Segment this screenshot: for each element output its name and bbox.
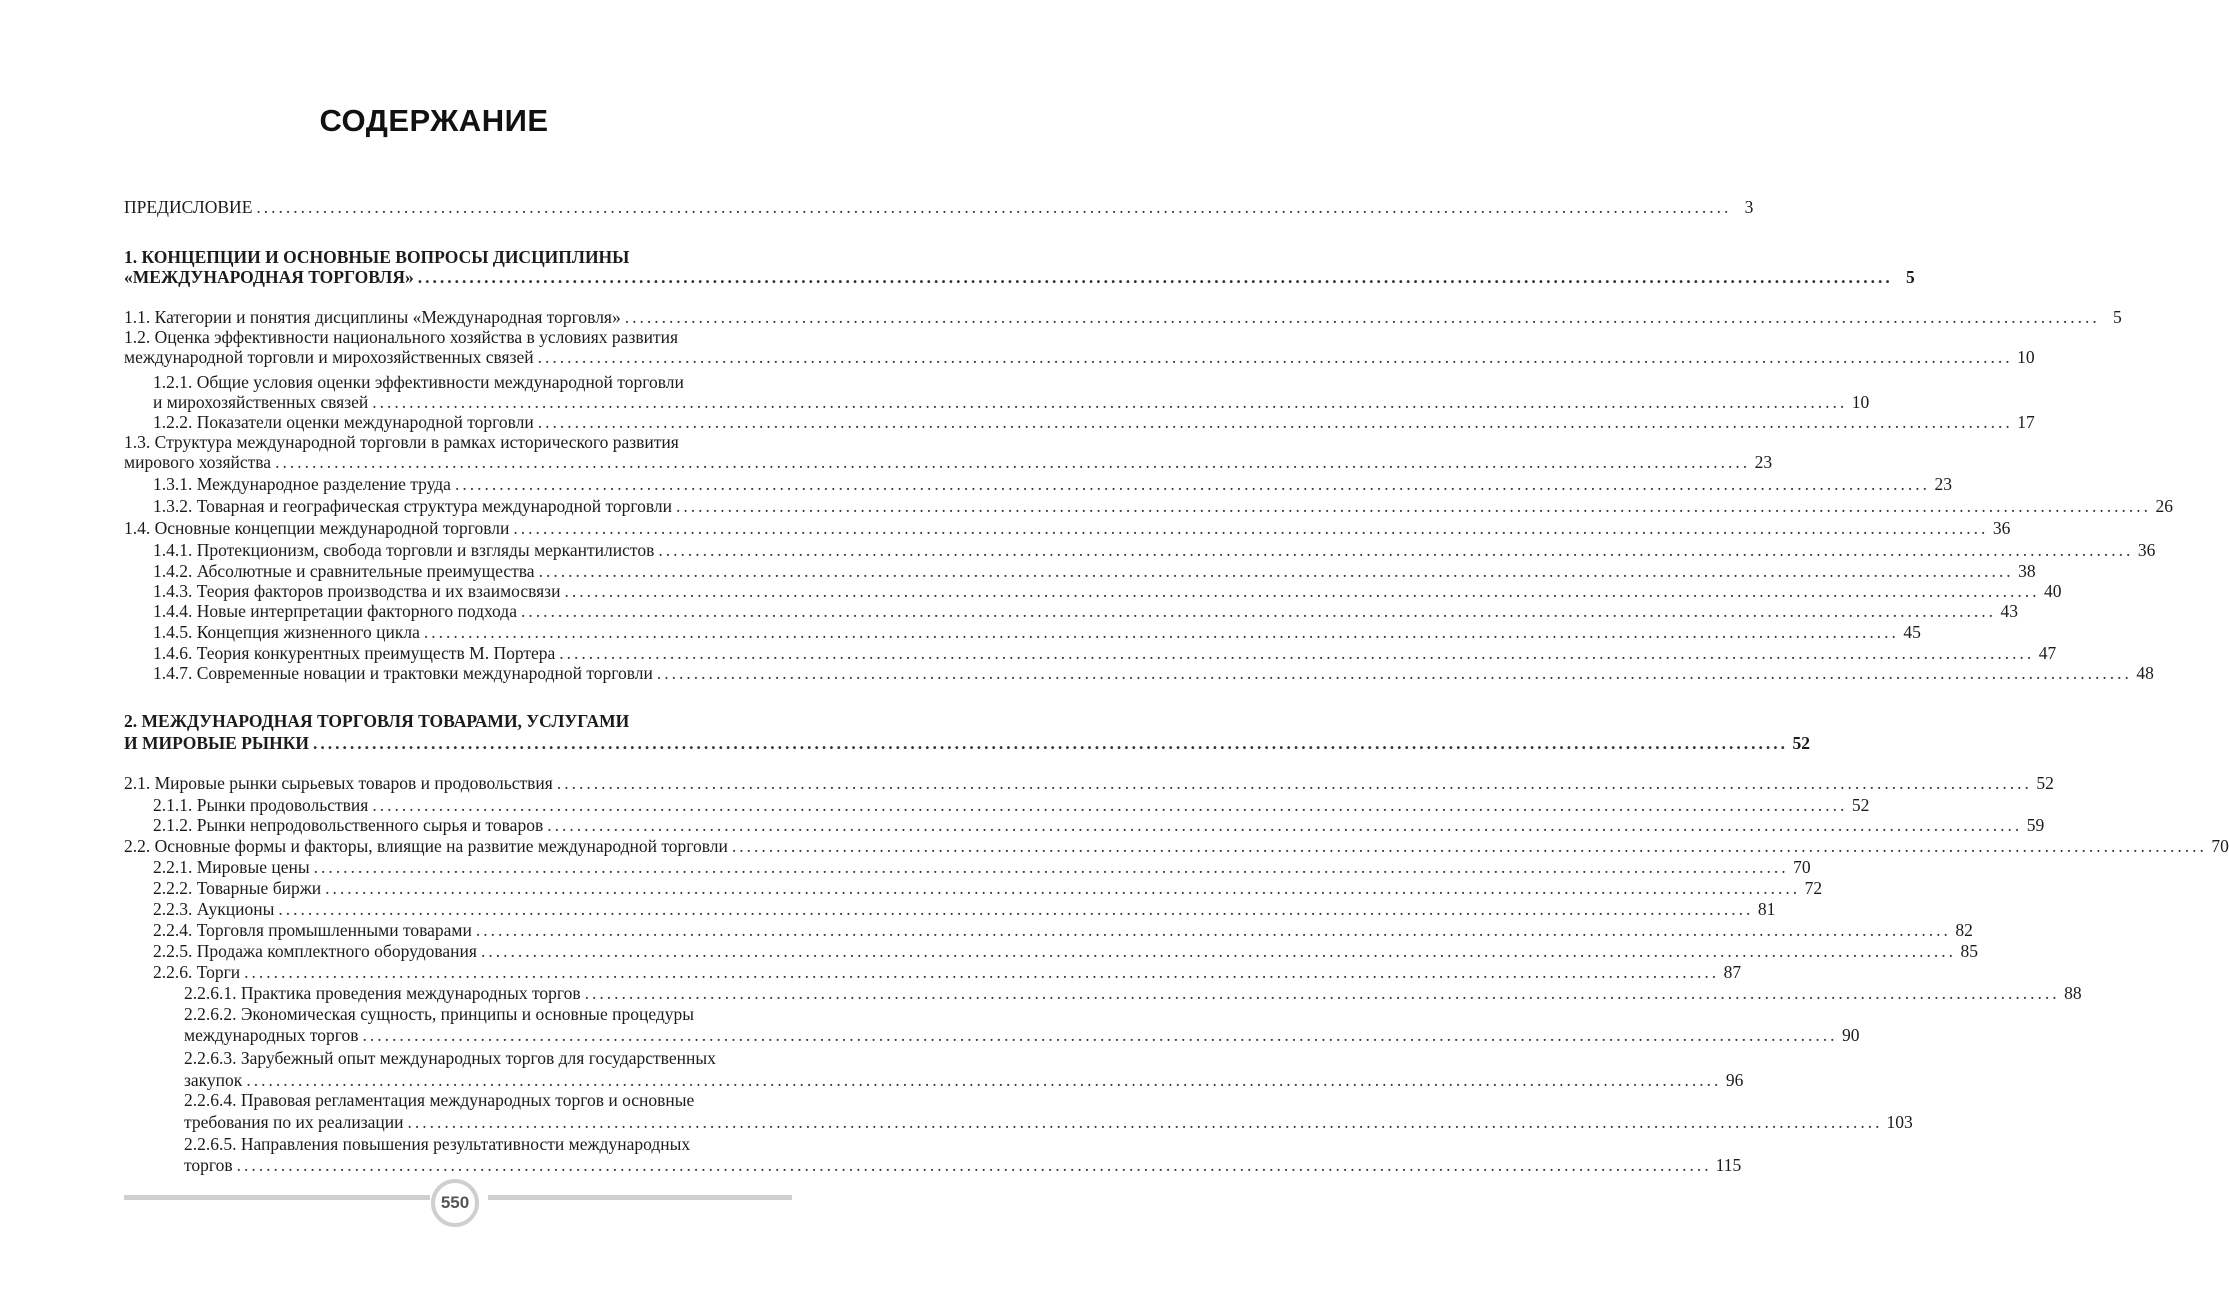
toc-entry-page: 52 (1851, 795, 1870, 815)
toc-entry-page: 59 (2026, 815, 2045, 835)
dot-leader: ........................................................................................................................................................................................................ (564, 581, 2040, 601)
dot-leader: ........................................................................................................................................................................................................ (556, 773, 2032, 793)
toc-entry (0, 601, 2018, 621)
toc-entry-title: 1.4.5. Концепция жизненного цикла (153, 622, 420, 642)
toc-entry-page: 45 (1903, 622, 1921, 642)
toc-entry (0, 1070, 1744, 1090)
toc-entry-title: 1.1. Категории и понятия дисциплины «Международная торговля» (124, 307, 621, 327)
toc-entry-title: торгов (184, 1155, 233, 1175)
toc-row (153, 581, 2062, 601)
toc-entry-page: 96 (1725, 1070, 1744, 1090)
toc-entry-title: 2.1.2. Рынки непродовольственного сырья и товаров (153, 815, 544, 835)
toc-entry (0, 899, 1776, 919)
toc-entry (0, 1134, 868, 1154)
toc-entry (0, 941, 1978, 961)
toc-entry-page: 70 (1793, 857, 1811, 877)
toc-entry (0, 643, 2057, 663)
toc-row (153, 643, 2057, 663)
toc-row (153, 601, 2018, 621)
dot-leader: ........................................................................................................................................................................................................ (624, 307, 2100, 327)
toc-entry (0, 307, 2122, 327)
toc-entry (0, 1090, 868, 1110)
toc-entry (0, 412, 2035, 432)
dot-leader: ........................................................................................................................................................................................................ (407, 1112, 1883, 1132)
dot-leader: ........................................................................................................................................................................................................ (244, 962, 1720, 982)
toc-entry-title: 2.2.1. Мировые цены (153, 857, 310, 877)
toc-row (153, 561, 2036, 581)
toc-entry (0, 540, 2156, 560)
toc-entry-title: 1.4.3. Теория факторов производства и их взаимосвязи (153, 581, 561, 601)
toc-entry (0, 1025, 1860, 1045)
toc-entry (0, 836, 2229, 856)
toc-row (184, 1155, 1742, 1175)
toc-row (153, 622, 1921, 642)
toc-row (153, 920, 1973, 940)
toc-entry-title: и мирохозяйственных связей (153, 392, 369, 412)
toc-entry-page: 36 (1992, 518, 2011, 538)
toc-entry-title: «МЕЖДУНАРОДНАЯ ТОРГОВЛЯ» (124, 267, 414, 287)
toc-entry (0, 347, 2035, 367)
toc-row (153, 815, 2045, 835)
toc-entry-page: 115 (1715, 1155, 1742, 1175)
toc-entry-page: 17 (2017, 412, 2035, 432)
dot-leader: ........................................................................................................................................................................................................ (423, 622, 1899, 642)
toc-row (153, 899, 1776, 919)
toc-entry-page: 5 (1905, 267, 1915, 287)
toc-row (124, 197, 1754, 217)
toc-entry-page: 47 (2038, 643, 2057, 663)
dot-leader: ........................................................................................................................................................................................................ (325, 878, 1801, 898)
toc-entry (0, 452, 1773, 472)
toc-entry-title: 2.2.6.3. Зарубежный опыт международных торгов для государственных (184, 1048, 716, 1068)
toc-entry (0, 474, 1952, 494)
toc-entry-title: И МИРОВЫЕ РЫНКИ (124, 733, 310, 753)
dot-leader: ........................................................................................................................................................................................................ (417, 267, 1893, 287)
toc-entry-title: 1.4.1. Протекционизм, свобода торговли и взгляды меркантилистов (153, 540, 655, 560)
toc-entry (0, 518, 2011, 538)
dot-leader: ........................................................................................................................................................................................................ (236, 1155, 1712, 1175)
toc-entry (0, 267, 1915, 287)
toc-entry (0, 197, 1754, 217)
page-number: 550 (431, 1179, 479, 1227)
toc-row (124, 836, 2229, 856)
toc-row (124, 307, 2122, 327)
toc-row (124, 773, 2054, 793)
dot-leader: ........................................................................................................................................................................................................ (275, 452, 1751, 472)
toc-entry-page: 36 (2137, 540, 2156, 560)
toc-entry (0, 733, 1811, 753)
toc-entry-page: 40 (2043, 581, 2062, 601)
toc-row (153, 540, 2156, 560)
toc-entry-page: 52 (1792, 733, 1811, 753)
dot-leader: ........................................................................................................................................................................................................ (480, 941, 1956, 961)
toc-entry-title: 2.2.2. Товарные биржи (153, 878, 322, 898)
toc-row (153, 663, 2154, 683)
dot-leader: ........................................................................................................................................................................................................ (372, 392, 1848, 412)
toc-entry-page: 23 (1934, 474, 1952, 494)
toc-row (153, 941, 1978, 961)
toc-entry-title: 1.2.2. Показатели оценки международной торговли (153, 412, 534, 432)
dot-leader: ........................................................................................................................................................................................................ (538, 561, 2014, 581)
dot-leader: ........................................................................................................................................................................................................ (584, 983, 2060, 1003)
toc-entry (0, 962, 1742, 982)
toc-entry-page: 23 (1754, 452, 1773, 472)
toc-row (184, 983, 2082, 1003)
toc-entry (0, 622, 1921, 642)
toc-entry-page: 103 (1886, 1112, 1913, 1132)
toc-entry-title: 1.4.4. Новые интерпретации факторного подхода (153, 601, 517, 621)
toc-row (124, 733, 1811, 753)
toc-entry (0, 1155, 1742, 1175)
dot-leader: ........................................................................................................................................................................................................ (362, 1025, 1838, 1045)
toc-entry (0, 815, 2045, 835)
toc-entry-page: 82 (1955, 920, 1973, 940)
toc-row (184, 1070, 1744, 1090)
dot-leader: ........................................................................................................................................................................................................ (656, 663, 2132, 683)
toc-entry-title: закупок (184, 1070, 243, 1090)
toc-row (124, 347, 2035, 367)
toc-entry (0, 247, 868, 267)
toc-entry (0, 773, 2054, 793)
toc-entry-page: 52 (2036, 773, 2054, 793)
toc-entry-title: 2.2.6.4. Правовая регламентация международных торгов и основные (184, 1090, 695, 1110)
toc-row (153, 412, 2035, 432)
dot-leader: ........................................................................................................................................................................................................ (537, 347, 2013, 367)
toc-entry-page: 43 (2000, 601, 2018, 621)
toc-entry-title: международной торговли и мирохозяйственных связей (124, 347, 534, 367)
toc-entry (0, 581, 2062, 601)
toc-entry (0, 711, 868, 731)
toc-entry-title: 1. КОНЦЕПЦИИ И ОСНОВНЫЕ ВОПРОСЫ ДИСЦИПЛИНЫ (124, 247, 630, 267)
toc-entry-title: 1.4. Основные концепции международной торговли (124, 518, 510, 538)
toc-entry-page: 5 (2112, 307, 2122, 327)
toc-entry (0, 392, 1870, 412)
dot-leader: ........................................................................................................................................................................................................ (559, 643, 2035, 663)
toc-row (153, 392, 1870, 412)
toc-row (153, 962, 1742, 982)
toc-entry-title: 1.3. Структура международной торговли в рамках исторического развития (124, 432, 679, 452)
toc-entry-page: 87 (1723, 962, 1742, 982)
toc-row (124, 518, 2011, 538)
toc-entry-page: 26 (2155, 496, 2174, 516)
toc-entry-page: 10 (1851, 392, 1870, 412)
toc-entry-title: международных торгов (184, 1025, 359, 1045)
toc-entry (0, 983, 2082, 1003)
toc-entry (0, 496, 2174, 516)
toc-entry-title: 2.2.6.5. Направления повышения результативности международных (184, 1134, 691, 1154)
toc-entry (0, 1048, 868, 1068)
toc-row (124, 267, 1915, 287)
toc-entry (0, 920, 1973, 940)
toc-entry-title: 2.2.4. Торговля промышленными товарами (153, 920, 472, 940)
dot-leader: ........................................................................................................................................................................................................ (313, 857, 1789, 877)
dot-leader: ........................................................................................................................................................................................................ (246, 1070, 1722, 1090)
toc-entry-title: 1.3.2. Товарная и географическая структура международной торговли (153, 496, 673, 516)
toc-entry-title: 2.2.6.1. Практика проведения международных торгов (184, 983, 581, 1003)
toc-row (153, 496, 2174, 516)
toc-entry-page: 70 (2211, 836, 2229, 856)
dot-leader: ........................................................................................................................................................................................................ (520, 601, 1996, 621)
toc-entry (0, 795, 1870, 815)
toc-entry-page: 90 (1842, 1025, 1860, 1045)
toc-entry-page: 38 (2018, 561, 2036, 581)
toc-entry-title: мирового хозяйства (124, 452, 272, 472)
toc-entry (0, 663, 2154, 683)
footer-rule-left (124, 1195, 430, 1200)
toc-entry-title: 2.1. Мировые рынки сырьевых товаров и продовольствия (124, 773, 553, 793)
toc-entry-title: 1.4.7. Современные новации и трактовки международной торговли (153, 663, 653, 683)
toc-row (184, 1025, 1860, 1045)
toc-entry-page: 3 (1744, 197, 1754, 217)
toc-entry (0, 857, 1811, 877)
toc-entry (0, 878, 1823, 898)
toc-entry (0, 1004, 868, 1024)
toc-entry-title: 2.2. Основные формы и факторы, влиящие на развитие международной торговли (124, 836, 728, 856)
toc-row (153, 474, 1952, 494)
toc-entry-page: 81 (1757, 899, 1776, 919)
dot-leader: ........................................................................................................................................................................................................ (658, 540, 2134, 560)
toc-entry-page: 10 (2017, 347, 2035, 367)
toc-entry (0, 432, 868, 452)
toc-entry (0, 1112, 1913, 1132)
dot-leader: ........................................................................................................................................................................................................ (278, 899, 1754, 919)
toc-entry-title: 2. МЕЖДУНАРОДНАЯ ТОРГОВЛЯ ТОВАРАМИ, УСЛУГАМИ (124, 711, 630, 731)
toc-row (153, 857, 1811, 877)
toc-entry-page: 48 (2136, 663, 2154, 683)
dot-leader: ........................................................................................................................................................................................................ (475, 920, 1951, 940)
toc-row (153, 795, 1870, 815)
toc-entry-title: 2.2.6.2. Экономическая сущность, принципы и основные процедуры (184, 1004, 695, 1024)
toc-entry-title: 2.2.6. Торги (153, 962, 241, 982)
toc-entry-title: требования по их реализации (184, 1112, 404, 1132)
toc-entry-title: 2.1.1. Рынки продовольствия (153, 795, 369, 815)
toc-row (124, 452, 1773, 472)
dot-leader: ........................................................................................................................................................................................................ (513, 518, 1989, 538)
dot-leader: ........................................................................................................................................................................................................ (547, 815, 2023, 835)
dot-leader: ........................................................................................................................................................................................................ (537, 412, 2013, 432)
toc-entry-title: 1.4.2. Абсолютные и сравнительные преимущества (153, 561, 535, 581)
toc-entry-title: 1.4.6. Теория конкурентных преимуществ М. Портера (153, 643, 556, 663)
dot-leader: ........................................................................................................................................................................................................ (676, 496, 2152, 516)
toc-entry-page: 85 (1960, 941, 1978, 961)
toc-entry-title: 2.2.5. Продажа комплектного оборудования (153, 941, 477, 961)
toc-entry-title: 1.2.1. Общие условия оценки эффективности международной торговли (153, 372, 684, 392)
toc-entry (0, 327, 868, 347)
dot-leader: ........................................................................................................................................................................................................ (313, 733, 1789, 753)
toc-row (153, 878, 1823, 898)
page-title: СОДЕРЖАНИЕ (319, 103, 549, 138)
dot-leader: ........................................................................................................................................................................................................ (454, 474, 1930, 494)
footer-rule-right (488, 1195, 792, 1200)
dot-leader: ........................................................................................................................................................................................................ (256, 197, 1732, 217)
toc-entry-page: 72 (1804, 878, 1823, 898)
toc-entry (0, 561, 2036, 581)
toc-entry-title: 1.3.1. Международное разделение труда (153, 474, 451, 494)
toc-entry (0, 372, 868, 392)
toc-entry-page: 88 (2064, 983, 2082, 1003)
toc-entry-title: ПРЕДИСЛОВИЕ (124, 197, 253, 217)
toc-entry-title: 2.2.3. Аукционы (153, 899, 275, 919)
dot-leader: ........................................................................................................................................................................................................ (372, 795, 1848, 815)
dot-leader: ........................................................................................................................................................................................................ (731, 836, 2207, 856)
toc-row (184, 1112, 1913, 1132)
toc-entry-title: 1.2. Оценка эффективности национального хозяйства в условиях развития (124, 327, 679, 347)
